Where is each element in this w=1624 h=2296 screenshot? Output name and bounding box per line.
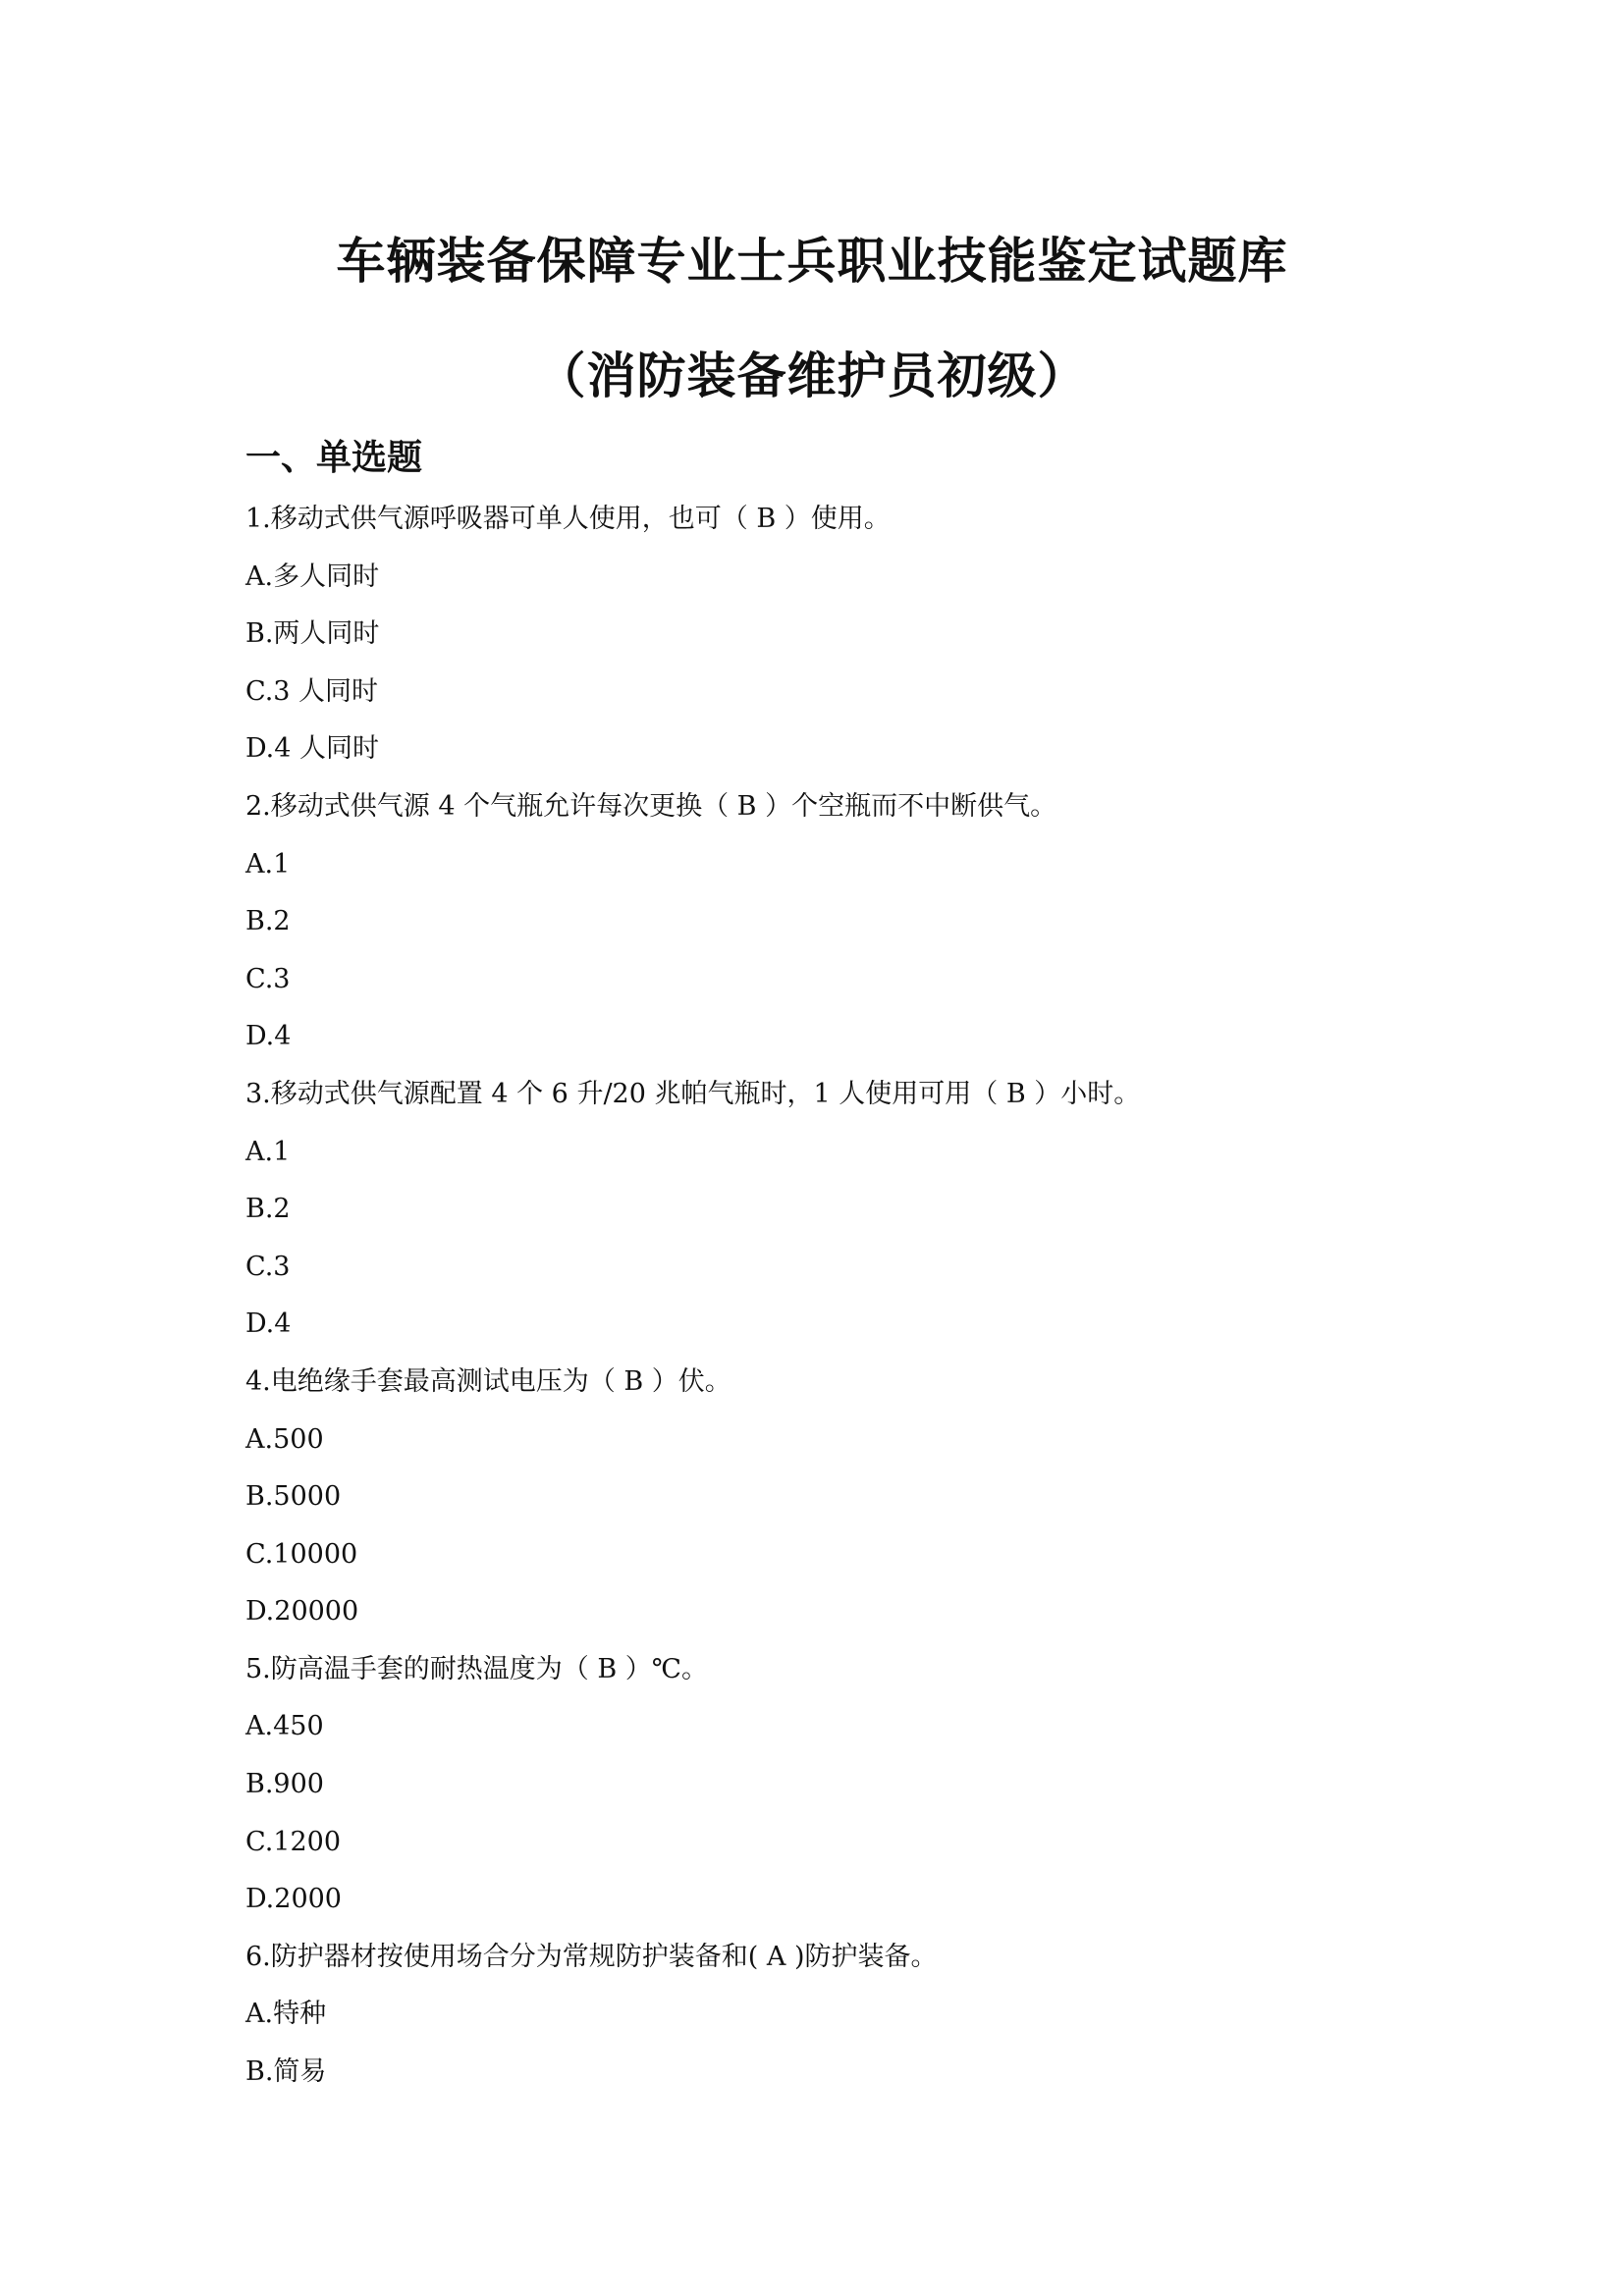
- option-d: D.4 人同时: [245, 733, 380, 765]
- option-c: C.3: [245, 1251, 291, 1282]
- option-b: B.简易: [245, 2056, 327, 2088]
- question-text: 3.移动式供气源配置 4 个 6 升/20 兆帕气瓶时，1 人使用可用（ B ）小时。: [245, 1078, 1141, 1109]
- document-title: 车辆装备保障专业士兵职业技能鉴定试题库: [336, 233, 1288, 290]
- option-d: D.4: [245, 1308, 292, 1340]
- option-d: D.2000: [245, 1884, 342, 1915]
- option-a: A.450: [245, 1711, 324, 1742]
- option-d: D.4: [245, 1021, 292, 1052]
- option-b: B.2: [245, 1194, 291, 1225]
- option-c: C.1200: [245, 1826, 341, 1857]
- section-heading: 一、单选题: [245, 438, 423, 478]
- option-a: A.1: [245, 848, 291, 880]
- option-a: A.1: [245, 1136, 291, 1167]
- option-c: C.3: [245, 963, 291, 994]
- option-a: A.多人同时: [245, 561, 380, 592]
- question-list: [245, 491, 1384, 2102]
- question-text: 5.防高温手套的耐热温度为（ B ）℃。: [245, 1653, 708, 1684]
- option-c: C.10000: [245, 1538, 358, 1570]
- option-a: A.特种: [245, 1999, 327, 2030]
- option-d: D.20000: [245, 1596, 359, 1628]
- question-text: 4.电绝缘手套最高测试电压为（ B ）伏。: [245, 1365, 731, 1397]
- option-b: B.900: [245, 1769, 324, 1800]
- question-text: 2.移动式供气源 4 个气瓶允许每次更换（ B ）个空瓶而不中断供气。: [245, 790, 1057, 822]
- option-b: B.5000: [245, 1481, 342, 1513]
- question-text: 6.防护器材按使用场合分为常规防护装备和( A )防护装备。: [245, 1941, 938, 1972]
- document-subtitle: （消防装备维护员初级）: [536, 347, 1088, 404]
- question-text: 1.移动式供气源呼吸器可单人使用，也可（ B ）使用。: [245, 504, 891, 534]
- option-a: A.500: [245, 1423, 324, 1455]
- option-b: B.2: [245, 906, 291, 937]
- option-b: B.两人同时: [245, 618, 380, 650]
- option-c: C.3 人同时: [245, 675, 379, 707]
